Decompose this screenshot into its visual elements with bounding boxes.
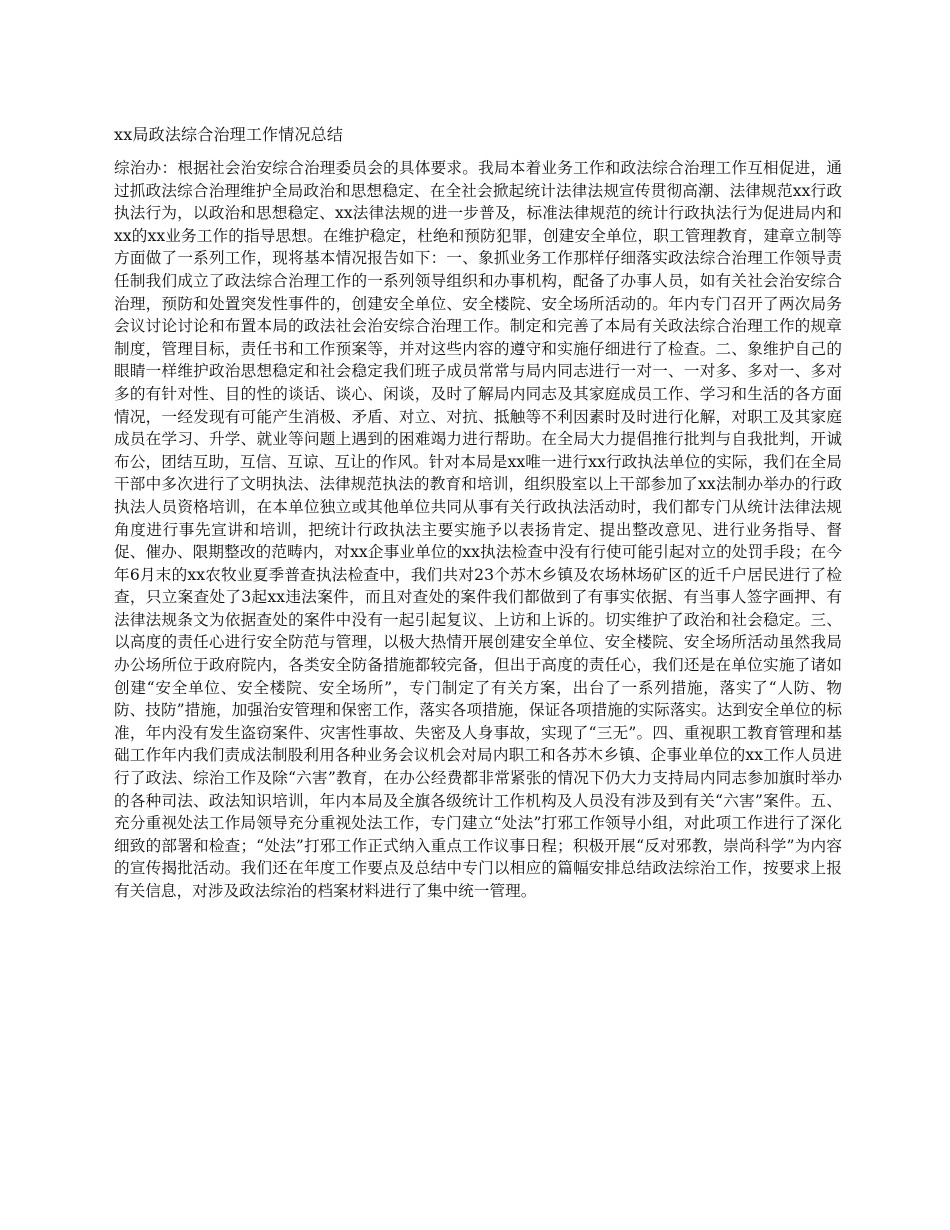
document-page	[114, 124, 842, 903]
document-body: 综治办：根据社会治安综合治理委员会的具体要求。我局本着业务工作和政法综合治理工作互相促进，通过抓政法综合治理维护全局政治和思想稳定、在全社会掀起统计法律法规宣传贯彻高潮、法律规范xx行政执法行为，以政治和思想稳定、xx法律法规的进一步普及，标准法律规范的统计行政执法行为促进局内和xx的xx业务工作的指导思想。在维护稳定，杜绝和预防犯罪，创建安全单位，职工管理教育，建章立制等方面做了一系列工作，现将基本情况报告如下：一、象抓业务工作那样仔细落实政法综合治理工作领导责任制我们成立了政法综合治理工作的一系列领导组织和办事机构，配备了办事人员，如有关社会治安综合治理，预防和处置突发性事件的，创建安全单位、安全楼院、安全场所活动的。年内专门召开了两次局务会议讨论讨论和布置本局的政法社会治安综合治理工作。制定和完善了本局有关政法综合治理工作的规章制度，管理目标，责任书和工作预案等，并对这些内容的遵守和实施仔细进行了检查。二、象维护自己的眼睛一样维护政治思想稳定和社会稳定我们班子成员常常与局内同志进行一对一、一对多、多对一、多对多的有针对性、目的性的谈话、谈心、闲谈，及时了解局内同志及其家庭成员工作、学习和生活的各方面情况，一经发现有可能产生消极、矛盾、对立、对抗、抵触等不利因素时及时进行化解，对职工及其家庭成员在学习、升学、就业等问题上遇到的困难竭力进行帮助。在全局大力提倡推行批判与自我批判，开诚布公，团结互助，互信、互谅、互让的作风。针对本局是xx唯一进行xx行政执法单位的实际，我们在全局干部中多次进行了文明执法、法律规范执法的教育和培训，组织股室以上干部参加了xx法制办举办的行政执法人员资格培训，在本单位独立或其他单位共同从事有关行政执法活动时，我们都专门从统计法律法规角度进行事先宣讲和培训，把统计行政执法主要实施予以表扬肯定、提出整改意见、进行业务指导、督促、催办、限期整改的范畴内，对xx企事业单位的xx执法检查中没有行使可能引起对立的处罚手段；在今年6月末的xx农牧业夏季普查执法检查中，我们共对23个苏木乡镇及农场林场矿区的近千户居民进行了检查，只立案查处了3起xx违法案件，而且对查处的案件我们都做到了有事实依据、有当事人签字画押、有法律法规条文为依据查处的案件中没有一起引起复议、上访和上诉的。切实维护了政治和社会稳定。三、以高度的责任心进行安全防范与管理，以极大热情开展创建安全单位、安全楼院、安全场所活动虽然我局办公场所位于政府院内，各类安全防备措施都较完备，但出于高度的责任心，我们还是在单位实施了诸如创建“安全单位、安全楼院、安全场所”，专门制定了有关方案，出台了一系列措施，落实了“人防、物防、技防”措施，加强治安管理和保密工作，落实各项措施，保证各项措施的实际落实。达到安全单位的标准，年内没有发生盗窃案件、灾害性事故、失密及人身事故，实现了“三无”。四、重视职工教育管理和基础工作年内我们责成法制股利用各种业务会议机会对局内职工和各苏木乡镇、企事业单位的xx工作人员进行了政法、综治工作及除“六害”教育，在办公经费都非常紧张的情况下仍大力支持局内同志参加旗时举办的各种司法、政法知识培训，年内本局及全旗各级统计工作机构及人员没有涉及到有关“六害”案件。五、充分重视处法工作局领导充分重视处法工作，专门建立“处法”打邪工作领导小组，对此项工作进行了深化细致的部署和检查；“处法”打邪工作正式纳入重点工作议事日程；积极开展“反对邪教，崇尚科学”为内容的宣传揭批活动。我们还在年度工作要点及总结中专门以相应的篇幅安排总结政法综治工作，按要求上报有关信息，对涉及政法综治的档案材料进行了集中统一管理。	[114, 159, 842, 900]
document-title: xx局政法综合治理工作情况总结	[114, 125, 344, 144]
